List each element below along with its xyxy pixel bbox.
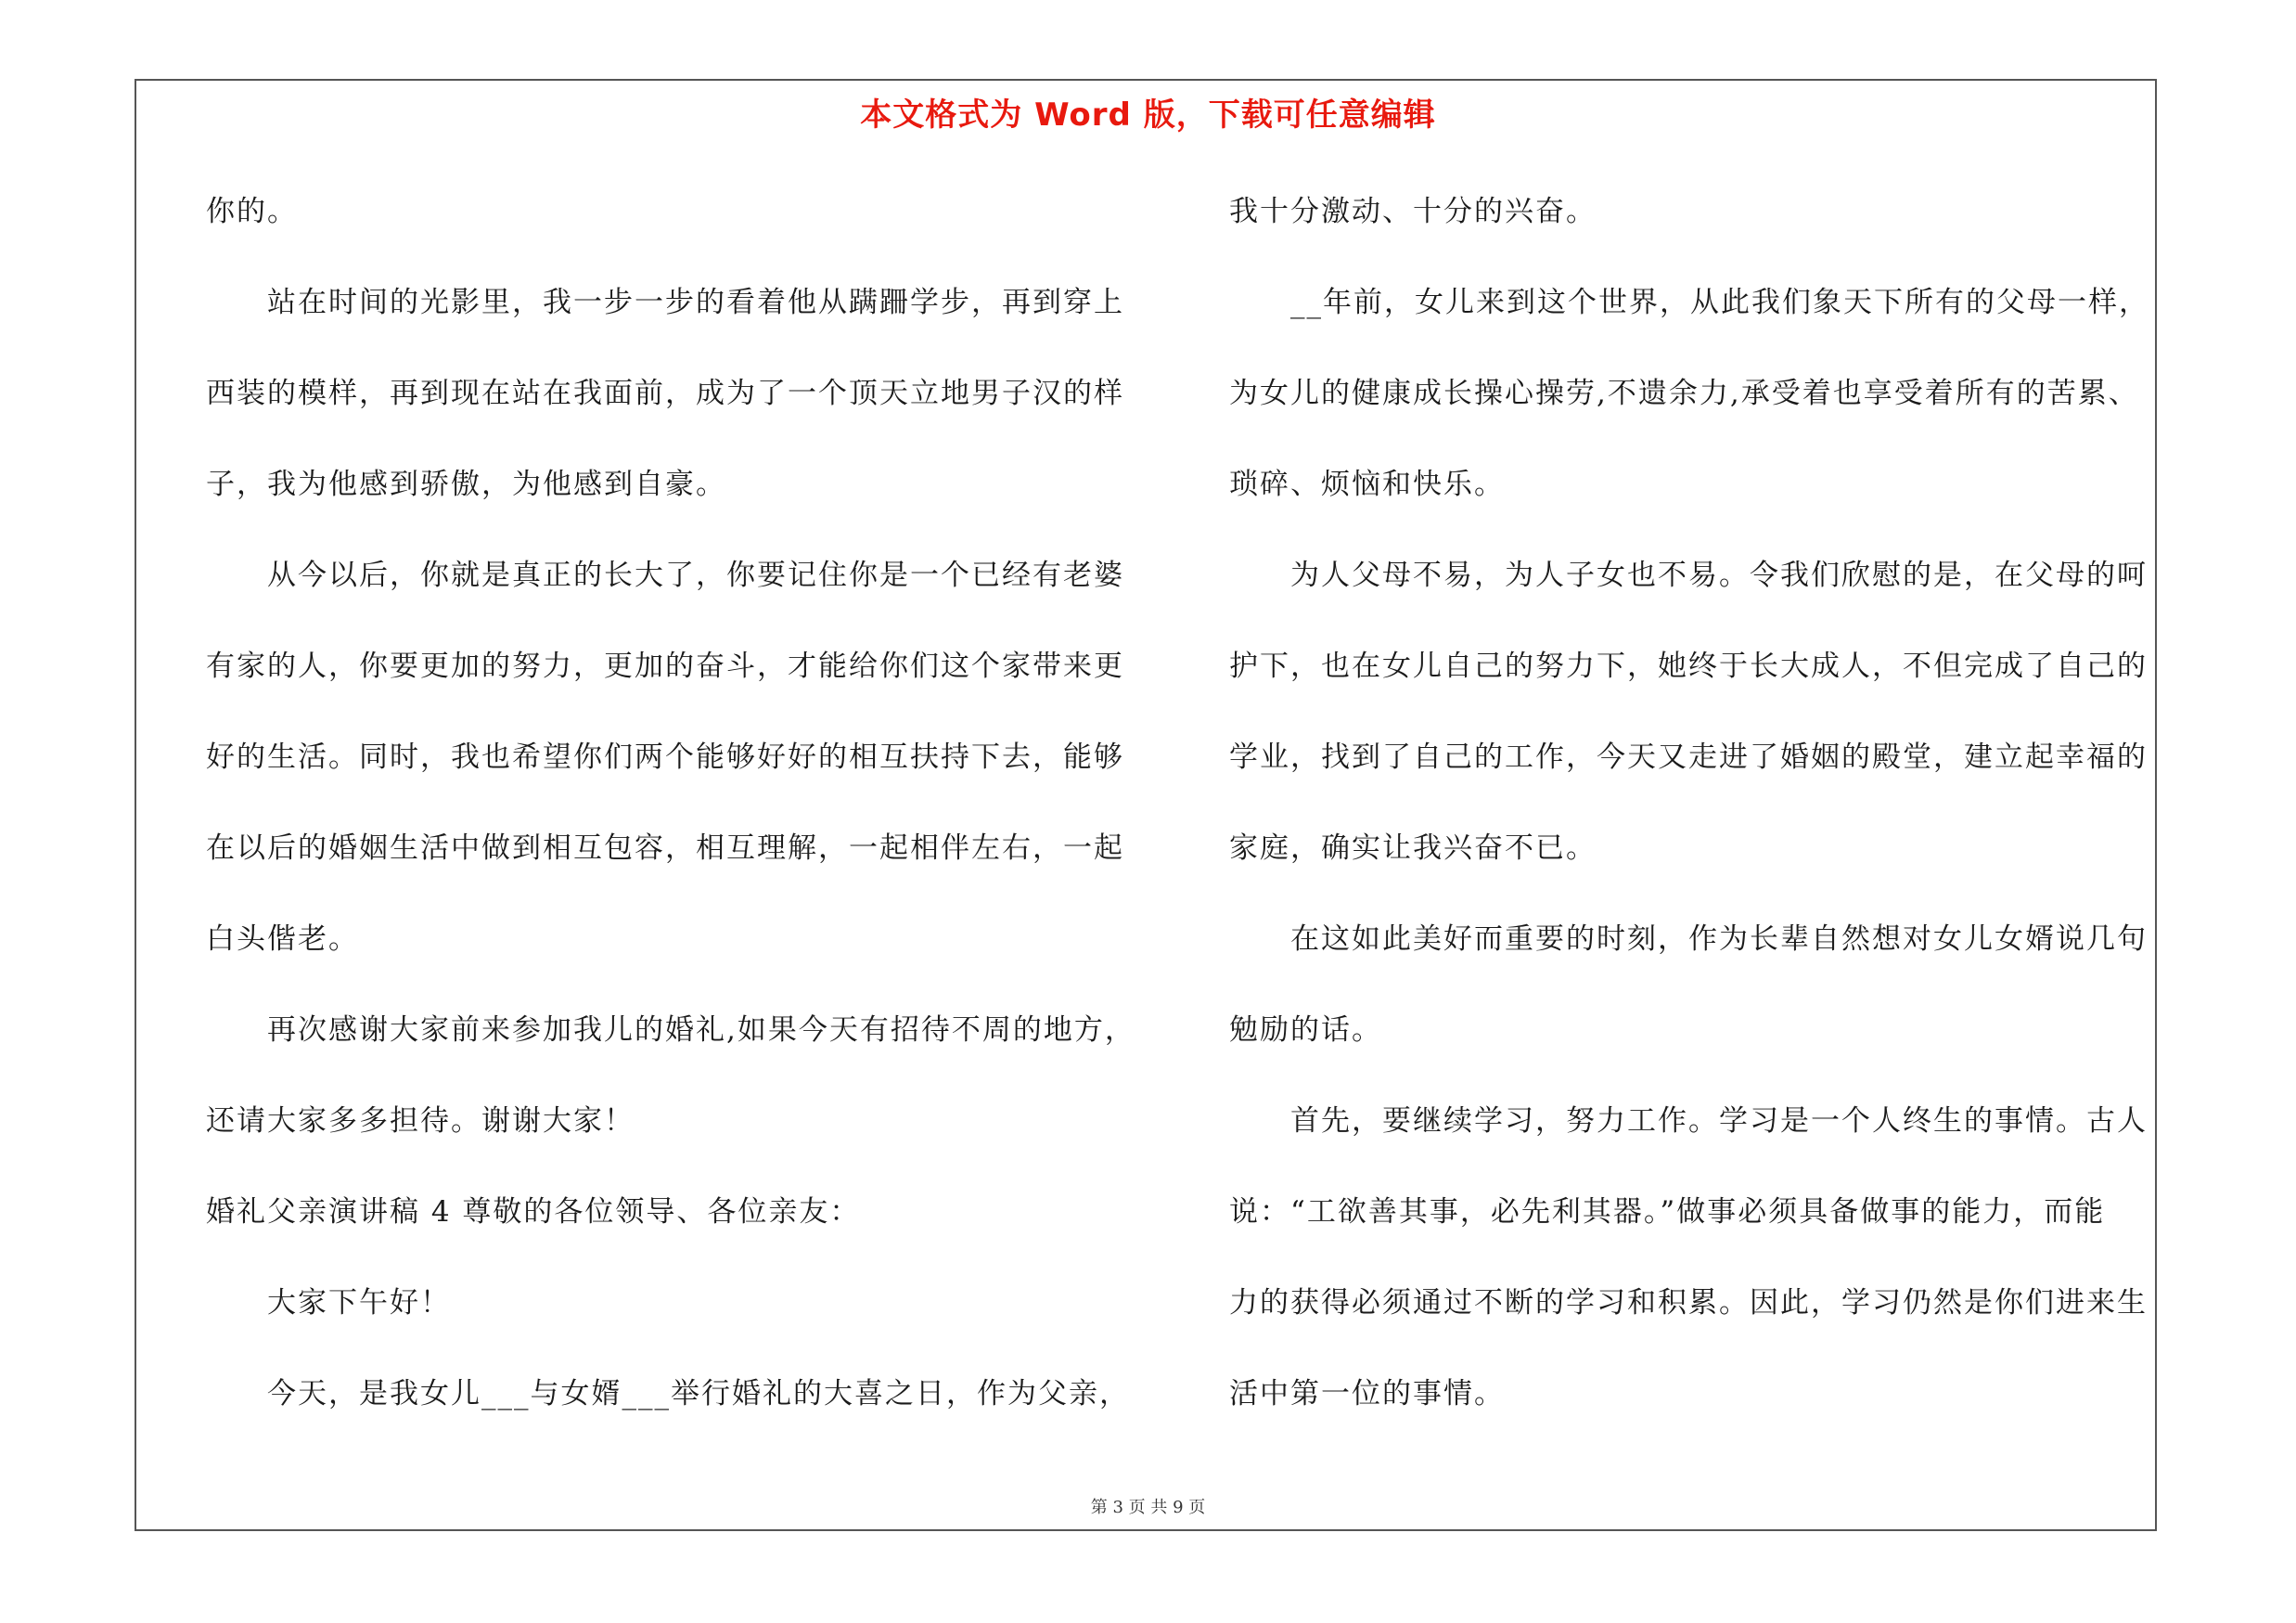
paragraph-line: __年前，女儿来到这个世界，从此我们象天下所有的父母一样， — [1290, 286, 2149, 319]
paragraph-line: 大家下午好！ — [267, 1286, 451, 1320]
paragraph-line: 勉励的话。 — [1229, 1013, 1382, 1047]
paragraph-line: 子，我为他感到骄傲，为他感到自豪。 — [206, 468, 726, 501]
paragraph-line: 说：“工欲善其事，必先利其器。”做事必须具备做事的能力，而能 — [1229, 1195, 2106, 1229]
paragraph-line: 琐碎、烦恼和快乐。 — [1229, 468, 1505, 501]
paragraph-line: 站在时间的光影里，我一步一步的看着他从蹒跚学步，再到穿上 — [267, 286, 1124, 319]
paragraph-line: 白头偕老。 — [206, 922, 359, 956]
paragraph-line: 今天，是我女儿___与女婿___举行婚礼的大喜之日，作为父亲， — [267, 1377, 1130, 1410]
paragraph-line: 有家的人，你要更加的努力，更加的奋斗，才能给你们这个家带来更 — [206, 650, 1124, 683]
paragraph-line: 活中第一位的事情。 — [1229, 1377, 1505, 1410]
paragraph-line: 力的获得必须通过不断的学习和积累。因此，学习仍然是你们进来生 — [1229, 1286, 2148, 1320]
paragraph-line: 婚礼父亲演讲稿 4 尊敬的各位领导、各位亲友： — [206, 1195, 861, 1229]
paragraph-line: 从今以后，你就是真正的长大了，你要记住你是一个已经有老婆 — [267, 559, 1124, 592]
paragraph-line: 在这如此美好而重要的时刻，作为长辈自然想对女儿女婿说几句 — [1290, 922, 2148, 956]
paragraph-line: 再次感谢大家前来参加我儿的婚礼,如果今天有招待不周的地方， — [267, 1013, 1135, 1047]
paragraph-line: 首先，要继续学习，努力工作。学习是一个人终生的事情。古人 — [1290, 1104, 2148, 1138]
header-banner: 本文格式为 Word 版，下载可任意编辑 — [860, 97, 1436, 134]
paragraph-line: 还请大家多多担待。谢谢大家！ — [206, 1104, 635, 1138]
paragraph-line: 为人父母不易，为人子女也不易。令我们欣慰的是，在父母的呵 — [1290, 559, 2148, 592]
page-number: 第 3 页 共 9 页 — [1090, 1498, 1206, 1517]
paragraph-line: 家庭，确实让我兴奋不已。 — [1229, 831, 1597, 865]
paragraph-line: 学业，找到了自己的工作，今天又走进了婚姻的殿堂，建立起幸福的 — [1229, 741, 2148, 774]
paragraph-line: 西装的模样，再到现在站在我面前，成为了一个顶天立地男子汉的样 — [206, 377, 1124, 410]
paragraph-line: 我十分激动、十分的兴奋。 — [1229, 195, 1597, 228]
paragraph-line: 好的生活。同时，我也希望你们两个能够好好的相互扶持下去，能够 — [206, 741, 1124, 774]
paragraph-line: 护下，也在女儿自己的努力下，她终于长大成人，不但完成了自己的 — [1229, 650, 2148, 683]
paragraph-line: 为女儿的健康成长操心操劳,不遗余力,承受着也享受着所有的苦累、 — [1229, 377, 2139, 410]
paragraph-line: 你的。 — [206, 195, 298, 228]
paragraph-line: 在以后的婚姻生活中做到相互包容，相互理解，一起相伴左右，一起 — [206, 831, 1124, 865]
